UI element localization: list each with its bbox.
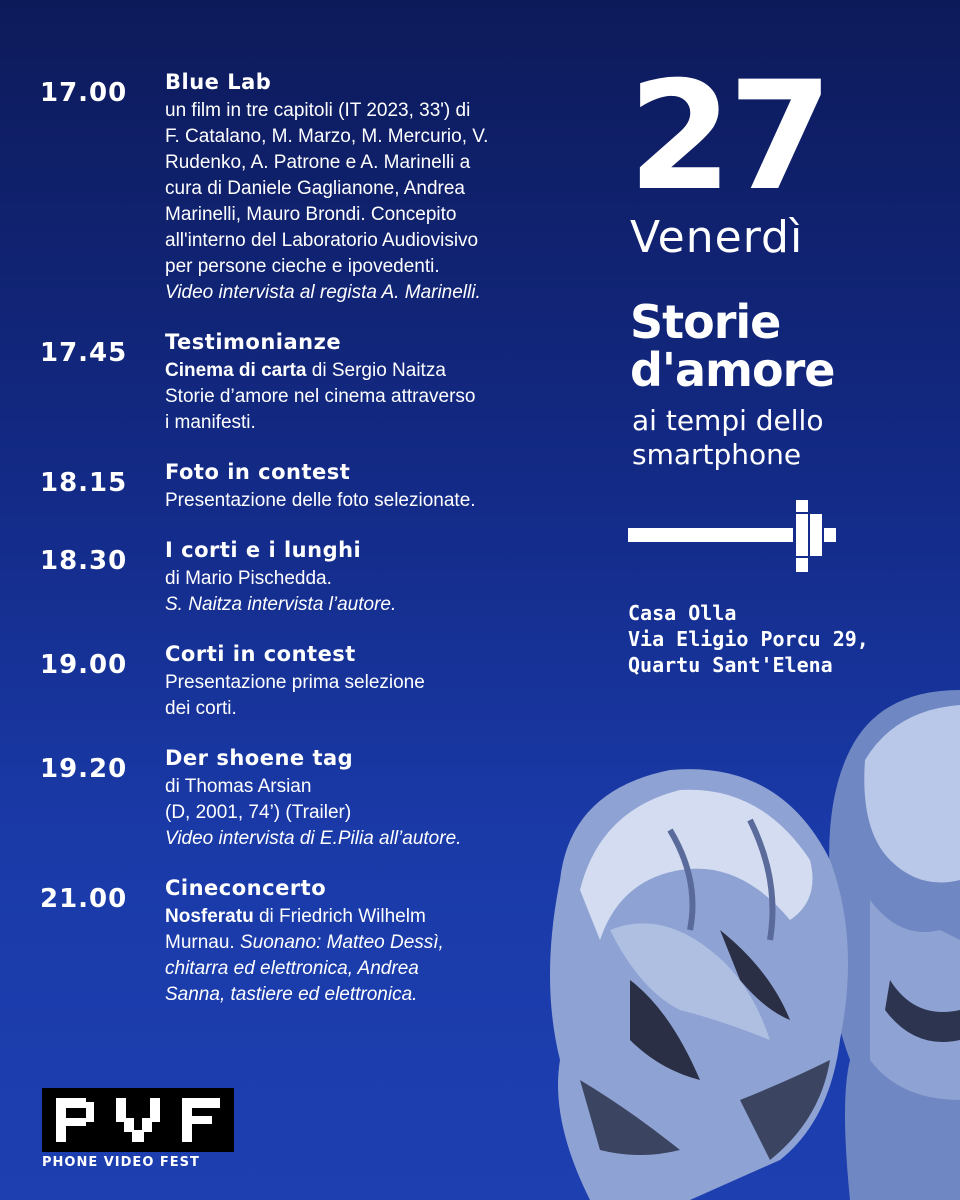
day-name: Venerdì [630, 212, 804, 263]
description-line [165, 566, 580, 592]
description-bold-text: Cinema di carta [165, 360, 307, 381]
description-text: per persone cieche e ipovedenti. [165, 256, 440, 277]
event-title: Der shoene tag [165, 746, 354, 770]
description-text: dei corti. [165, 698, 237, 719]
description-line [165, 982, 580, 1008]
event-schedule [40, 70, 580, 1032]
description-line [165, 150, 580, 176]
description-italic-text: Suonano: Matteo Dessì, [239, 932, 444, 953]
description-line [165, 774, 580, 800]
description-text: di Sergio Naitza [306, 360, 446, 381]
description-line [165, 358, 580, 384]
description-text: un film in tre capitoli (IT 2023, 33') di [165, 100, 471, 121]
schedule-item [40, 330, 580, 436]
schedule-item [40, 460, 580, 514]
event-content [165, 876, 580, 1008]
description-line [165, 410, 580, 436]
description-bold-text: Nosferatu [165, 906, 254, 927]
description-line [165, 956, 580, 982]
event-description [165, 358, 580, 436]
event-content [165, 70, 580, 306]
description-text: F. Catalano, M. Marzo, M. Mercurio, V. [165, 126, 489, 147]
event-description [165, 566, 580, 618]
description-text: Video intervista di E.Pilia all’autore. [165, 828, 462, 849]
description-text: S. Naitza intervista l’autore. [165, 594, 397, 615]
description-line [165, 800, 580, 826]
event-time: 17.45 [40, 338, 128, 368]
description-text: Presentazione prima selezione [165, 672, 425, 693]
event-time: 17.00 [40, 78, 128, 108]
description-line [165, 124, 580, 150]
description-text: all'interno del Laboratorio Audiovisivo [165, 230, 479, 251]
description-text: Sanna, tastiere ed elettronica. [165, 984, 418, 1005]
description-line [165, 202, 580, 228]
venue-name: Casa Olla [628, 601, 737, 625]
schedule-item [40, 538, 580, 618]
description-text: Murnau. [165, 932, 240, 953]
schedule-item [40, 70, 580, 306]
event-content [165, 642, 580, 722]
day-number: 27 [628, 50, 829, 224]
description-text: di Mario Pischedda. [165, 568, 332, 589]
event-content [165, 746, 580, 852]
description-line [165, 592, 580, 618]
headline-line-2: d'amore [630, 343, 835, 397]
description-line [165, 488, 580, 514]
event-description [165, 98, 580, 306]
description-line [165, 670, 580, 696]
description-text: chitarra ed elettronica, Andrea [165, 958, 419, 979]
description-text: Presentazione delle foto selezionate. [165, 490, 476, 511]
description-text: Rudenko, A. Patrone e A. Marinelli a [165, 152, 471, 173]
event-time: 19.00 [40, 650, 128, 680]
description-text: (D, 2001, 74’) (Trailer) [165, 802, 352, 823]
description-line [165, 98, 580, 124]
description-line [165, 280, 580, 306]
phone-video-fest-logo [42, 1088, 234, 1152]
event-title: Corti in contest [165, 642, 356, 666]
event-title: Testimonianze [165, 330, 342, 354]
event-title: Cineconcerto [165, 876, 327, 900]
event-title: Blue Lab [165, 70, 272, 94]
event-title: Foto in contest [165, 460, 351, 484]
description-text: di Thomas Arsian [165, 776, 312, 797]
description-text: cura di Daniele Gaglianone, Andrea [165, 178, 465, 199]
event-time: 18.15 [40, 468, 128, 498]
description-text: Storie d’amore nel cinema attraverso [165, 386, 476, 407]
schedule-item [40, 746, 580, 852]
description-line [165, 904, 580, 930]
description-line [165, 930, 580, 956]
pixel-arrow-icon [628, 500, 848, 574]
description-line [165, 176, 580, 202]
headline [630, 295, 835, 397]
event-time: 21.00 [40, 884, 128, 914]
event-content [165, 330, 580, 436]
event-content [165, 460, 580, 514]
venue-address [628, 600, 869, 678]
lovers-painting-illustration [520, 680, 960, 1200]
subheadline-line-2: smartphone [632, 438, 802, 471]
event-description [165, 774, 580, 852]
headline-line-1: Storie [630, 295, 781, 349]
description-line [165, 228, 580, 254]
schedule-item [40, 642, 580, 722]
description-text: Video intervista al regista A. Marinelli. [165, 282, 481, 303]
event-description [165, 670, 580, 722]
event-time: 19.20 [40, 754, 128, 784]
description-line [165, 696, 580, 722]
subheadline-line-1: ai tempi dello [632, 404, 824, 437]
description-text: di Friedrich Wilhelm [253, 906, 426, 927]
logo-text: PHONE VIDEO FEST [42, 1155, 200, 1170]
description-line [165, 384, 580, 410]
description-line [165, 254, 580, 280]
event-description [165, 904, 580, 1008]
event-content [165, 538, 580, 618]
venue-city: Quartu Sant'Elena [628, 653, 833, 677]
schedule-item [40, 876, 580, 1008]
event-title: I corti e i lunghi [165, 538, 362, 562]
description-text: i manifesti. [165, 412, 256, 433]
description-text: Marinelli, Mauro Brondi. Concepito [165, 204, 457, 225]
description-line [165, 826, 580, 852]
venue-street: Via Eligio Porcu 29, [628, 627, 869, 651]
event-description [165, 488, 580, 514]
event-time: 18.30 [40, 546, 128, 576]
subheadline [632, 404, 823, 472]
